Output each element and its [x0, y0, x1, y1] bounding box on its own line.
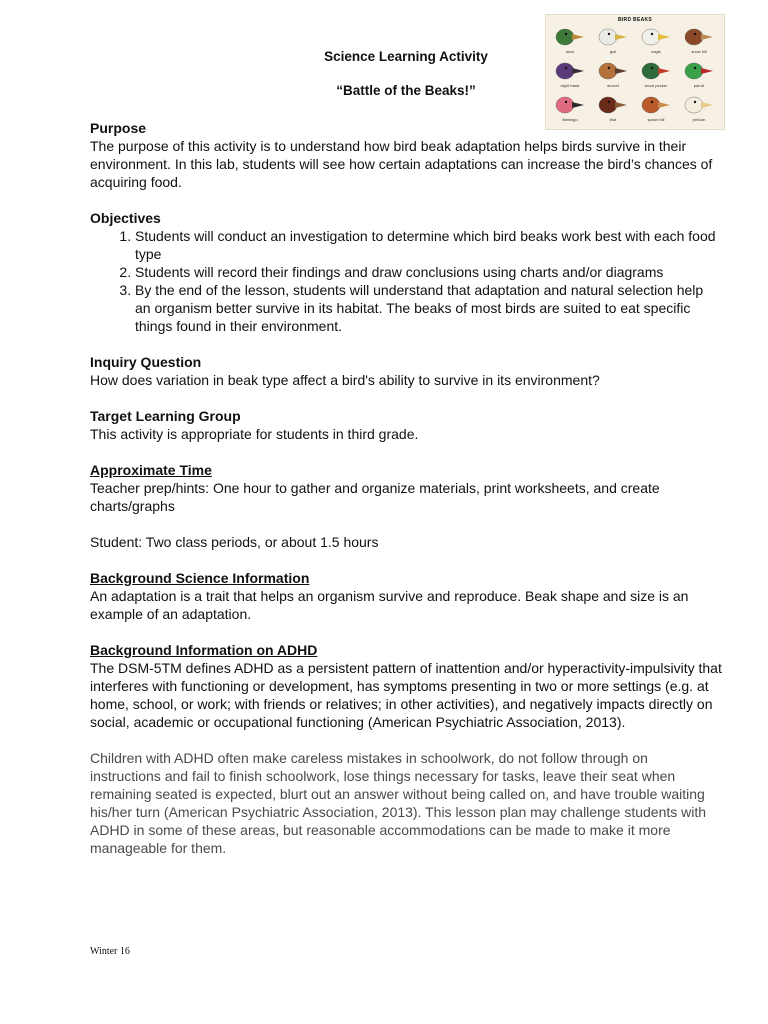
background-adhd-heading: Background Information on ADHD — [90, 642, 318, 658]
purpose-heading: Purpose — [90, 120, 147, 136]
background-science-heading: Background Science Information — [90, 570, 310, 586]
objectives-list — [90, 227, 722, 335]
objectives-heading: Objectives — [90, 210, 161, 226]
bird-label: avocet — [607, 83, 619, 88]
bird-label: wood pecker — [644, 83, 668, 88]
bird-label: parrot — [693, 83, 705, 88]
document-body — [90, 119, 722, 857]
objective-item: 1. Students will conduct an investigation to determine which bird beaks work best with each food type — [135, 227, 722, 263]
gull-head-icon — [597, 25, 629, 49]
inquiry-text: How does variation in beak type affect a bird's ability to survive in its environment? — [90, 372, 600, 388]
duck-head-icon — [554, 25, 586, 49]
inquiry-heading: Inquiry Question — [90, 354, 202, 370]
bird-label: gull — [609, 49, 617, 54]
time-student-text: Student: Two class periods, or about 1.5 hours — [90, 534, 379, 550]
time-teacher-text: Teacher prep/hints: One hour to gather and organize materials, print worksheets, and create charts/graphs — [90, 480, 660, 514]
eagle-head-icon — [640, 25, 672, 49]
target-text: This activity is appropriate for students in third grade. — [90, 426, 419, 442]
target-heading: Target Learning Group — [90, 408, 241, 424]
bird-label: kiwi — [609, 117, 617, 122]
page-footer: Winter 16 — [90, 946, 130, 957]
objective-item: 2. Students will record their findings and draw conclusions using charts and/or diagrams — [135, 263, 722, 281]
background-science-text: An adaptation is a trait that helps an organism survive and reproduce. Beak shape and size is an example of an adaptation. — [90, 588, 689, 622]
purpose-text: The purpose of this activity is to understand how bird beak adaptation helps birds survive in their environment. In this lab, students will see how certain adaptations can increase the bird’s chances of acquiring food. — [90, 138, 713, 190]
bird-label: night hawk — [560, 83, 580, 88]
document-subtitle: “Battle of the Beaks!” — [336, 83, 476, 98]
objective-item: 3. By the end of the lesson, students will understand that adaptation and natural selection help an organism better survive in its habitat. The beaks of most birds are suited to eat specific things found in their environment. — [135, 281, 722, 335]
bird-label: spoon bill — [647, 117, 665, 122]
snowbill-head-icon — [683, 25, 715, 49]
document-title: Science Learning Activity — [324, 49, 488, 64]
figure-title: BIRD BEAKS — [617, 17, 653, 23]
time-heading: Approximate Time — [90, 462, 212, 478]
bird-label: eagle — [651, 49, 661, 54]
bird-label: flamingo — [562, 117, 578, 122]
bird-beaks-figure — [545, 14, 725, 130]
background-adhd-text-2: Children with ADHD often make careless mistakes in schoolwork, do not follow through on instructions and fail to finish schoolwork, lose things necessary for tasks, leave their seat when remaining seated is expected, blurt out an answer without being called on, and have trouble waiting his/her turn (American Psychiatric Association, 2013). This lesson plan may challenge students with ADHD in some of these areas, but reasonable accommodations can be made to make it more manageable for them. — [90, 750, 707, 856]
bird-label: duck — [565, 49, 575, 54]
bird-label: pelican — [692, 117, 706, 122]
background-adhd-text-1: The DSM-5TM defines ADHD as a persistent pattern of inattention and/or hyperactivity-impulsivity that interferes with functioning or development, has symptoms presenting in two or more settings (e.g. at home, school, or work; with friends or relatives; in other activities), and negatively impacts directly on social, academic or occupational functioning (American Psychiatric Association, 2013). — [90, 660, 722, 730]
bird-label: snow bill — [691, 49, 707, 54]
